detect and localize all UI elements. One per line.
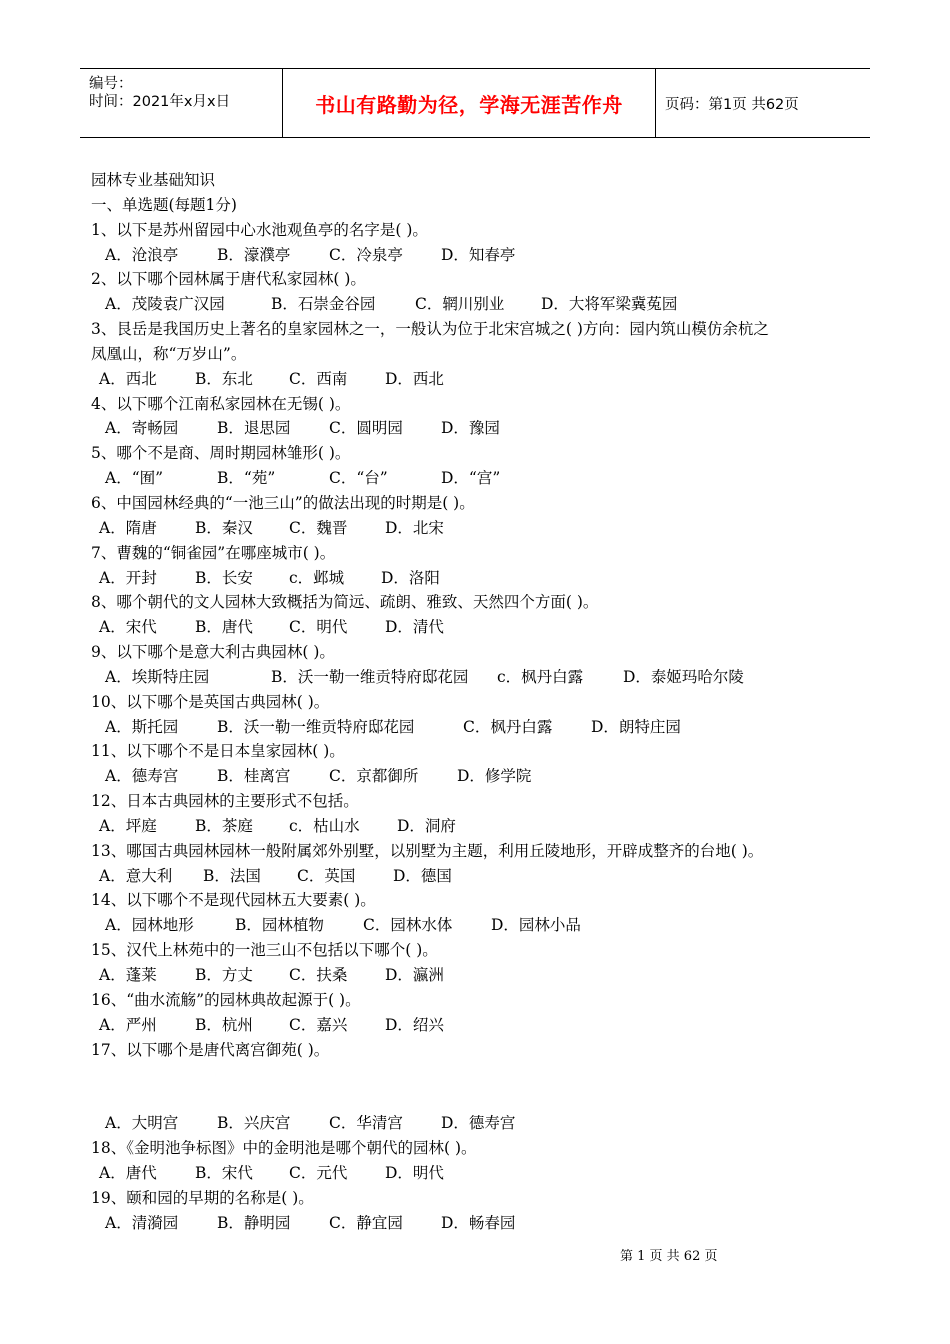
option-c: c．枫丹白露 — [497, 667, 584, 686]
option-b: B．石崇金谷园 — [271, 295, 376, 314]
question-list — [91, 218, 871, 1236]
question-text-continued: 凤凰山，称“万岁山”。 — [91, 344, 247, 363]
option-d: D．明代 — [385, 1164, 444, 1183]
options-row — [91, 292, 871, 317]
option-c: C．京都御所 — [329, 767, 419, 786]
option-a: A．“囿” — [105, 469, 164, 488]
question-block — [91, 789, 871, 839]
options-row — [91, 1211, 871, 1236]
option-d: D．园林小品 — [491, 916, 581, 935]
question-block — [91, 1136, 871, 1186]
option-c: C．扶桑 — [289, 966, 348, 984]
question-text: 16、“曲水流觞”的园林典故起源于( )。 — [91, 990, 361, 1009]
option-b: B．方丈 — [195, 966, 253, 984]
option-c: C．魏晋 — [289, 518, 348, 537]
option-d: D．德国 — [393, 866, 452, 885]
option-d: D．西北 — [385, 369, 444, 388]
option-b: B．宋代 — [195, 1164, 253, 1183]
option-c: C．园林水体 — [363, 916, 453, 935]
option-a: A．清漪园 — [105, 1213, 179, 1232]
option-a: A．西北 — [99, 369, 157, 388]
option-d: D．洛阳 — [381, 568, 440, 587]
header-motto-cell — [282, 69, 656, 137]
header-page-cell — [655, 69, 870, 137]
question-block — [91, 1186, 871, 1236]
question-text: 4、以下哪个江南私家园林在无锡( )。 — [91, 394, 351, 413]
option-d: D．德寿宫 — [441, 1114, 516, 1133]
option-c: C．枫丹白露 — [463, 717, 553, 736]
option-b: B．唐代 — [195, 618, 253, 637]
option-c: c．枯山水 — [289, 816, 360, 835]
option-b: B．法国 — [203, 866, 261, 885]
options-row — [91, 367, 871, 392]
number-label: 编号： — [89, 76, 133, 92]
question-text: 8、哪个朝代的文人园林大致概括为简远、疏朗、雅致、天然四个方面( )。 — [91, 593, 599, 612]
option-d: D．“宫” — [441, 469, 501, 488]
question-text: 14、以下哪个不是现代园林五大要素( )。 — [91, 891, 376, 910]
question-block — [91, 441, 871, 491]
question-text: 18、《金明池争标图》中的金明池是哪个朝代的园林( )。 — [91, 1139, 477, 1158]
option-b: B．东北 — [195, 369, 253, 388]
question-text: 7、曹魏的“铜雀园”在哪座城市( )。 — [91, 543, 336, 562]
question-block — [91, 938, 871, 988]
option-c: C．英国 — [297, 866, 356, 885]
options-row — [91, 715, 871, 740]
option-b: B．濠濮亭 — [217, 245, 291, 264]
option-a: A．大明宫 — [105, 1114, 179, 1133]
section-heading: 一、单选题(每题1分) — [91, 195, 237, 214]
time-label: 时间：2021年x月x日 — [89, 94, 231, 110]
option-c: C．明代 — [289, 618, 348, 637]
options-row — [91, 615, 871, 640]
option-a: A．严州 — [99, 1015, 157, 1034]
question-block — [91, 267, 871, 317]
options-row — [91, 913, 871, 938]
option-a: A．园林地形 — [105, 916, 194, 935]
options-row — [91, 1013, 871, 1038]
option-b: B．秦汉 — [195, 518, 253, 537]
option-d: D．修学院 — [457, 767, 532, 786]
question-block — [91, 839, 871, 889]
question-text: 19、颐和园的早期的名称是( )。 — [91, 1188, 314, 1207]
question-text: 13、哪国古典园林园林一般附属郊外别墅，以别墅为主题，利用丘陵地形，开辟成整齐的台地( )。 — [91, 841, 764, 860]
question-text: 10、以下哪个是英国古典园林( )。 — [91, 692, 330, 711]
question-text: 9、以下哪个是意大利古典园林( )。 — [91, 643, 335, 662]
option-a: A．埃斯特庄园 — [105, 667, 210, 686]
options-row — [91, 466, 871, 491]
option-a: A．蓬莱 — [99, 966, 157, 984]
question-text: 2、以下哪个园林属于唐代私家园林( )。 — [91, 270, 366, 289]
question-text: 11、以下哪个不是日本皇家园林( )。 — [91, 742, 345, 761]
option-b: B．退思园 — [217, 419, 291, 438]
option-a: A．隋唐 — [99, 518, 157, 537]
options-row — [91, 963, 871, 988]
options-row — [91, 864, 871, 889]
option-b: B．桂离宫 — [217, 767, 291, 786]
options-row — [91, 416, 871, 441]
option-a: A．开封 — [99, 568, 157, 587]
question-block — [91, 590, 871, 640]
question-block — [91, 888, 871, 938]
question-text: 15、汉代上林苑中的一池三山不包括以下哪个( )。 — [91, 941, 438, 960]
option-a: A．唐代 — [99, 1164, 157, 1183]
option-b: B．沃一勒一维贡特府邸花园 — [271, 667, 469, 686]
option-c: C．西南 — [289, 369, 348, 388]
question-block — [91, 218, 871, 268]
option-c: C．元代 — [289, 1164, 348, 1183]
question-block — [91, 541, 871, 591]
option-a: A．茂陵袁广汉园 — [105, 295, 225, 314]
question-block — [91, 640, 871, 690]
option-a: A．坪庭 — [99, 816, 157, 835]
option-c: C．嘉兴 — [289, 1015, 348, 1034]
question-block — [91, 690, 871, 740]
option-b: B．静明园 — [217, 1213, 291, 1232]
option-b: B．长安 — [195, 568, 253, 587]
option-a: A．德寿宫 — [105, 767, 179, 786]
option-c: C．辋川别业 — [415, 295, 505, 314]
option-b: B．茶庭 — [195, 816, 253, 835]
blank-gap — [91, 1062, 871, 1111]
doc-title: 园林专业基础知识 — [91, 171, 216, 189]
option-a: A．意大利 — [99, 866, 173, 885]
question-text: 12、日本古典园林的主要形式不包括。 — [91, 792, 359, 811]
page-label: 页码：第1页 共62页 — [665, 96, 799, 113]
question-block — [91, 392, 871, 442]
motto-text: 书山有路勤为径，学海无涯苦作舟 — [315, 92, 623, 117]
option-a: A．斯托园 — [105, 717, 179, 736]
option-d: D．泰姬玛哈尔陵 — [623, 667, 744, 686]
option-d: D．绍兴 — [385, 1015, 444, 1034]
option-d: D．洞府 — [397, 816, 456, 835]
question-text: 1、以下是苏州留园中心水池观鱼亭的名字是( )。 — [91, 220, 428, 239]
options-row — [91, 1161, 871, 1186]
header-left-cell — [80, 69, 282, 137]
option-d: D．大将军梁冀菟园 — [541, 295, 678, 314]
option-c: C．冷泉亭 — [329, 245, 403, 264]
question-block — [91, 491, 871, 541]
option-c: C．静宜园 — [329, 1213, 403, 1232]
option-a: A．沧浪亭 — [105, 245, 179, 264]
option-c: C．“台” — [329, 469, 388, 488]
options-row — [91, 665, 871, 690]
option-a: A．寄畅园 — [105, 419, 179, 438]
question-block — [91, 988, 871, 1038]
option-d: D．畅春园 — [441, 1213, 516, 1232]
option-b: B．沃一勒一维贡特府邸花园 — [217, 717, 415, 736]
option-d: D．瀛洲 — [385, 966, 444, 984]
option-d: D．知春亭 — [441, 245, 516, 264]
option-a: A．宋代 — [99, 618, 157, 637]
question-text: 6、中国园林经典的“一池三山”的做法出现的时期是( )。 — [91, 493, 475, 512]
option-c: c．邺城 — [289, 568, 345, 587]
question-block — [91, 1038, 871, 1137]
option-d: D．朗特庄园 — [591, 717, 681, 736]
document-body — [91, 168, 871, 1236]
option-d: D．北宋 — [385, 518, 444, 537]
page-footer: 第 1 页 共 62 页 — [620, 1249, 718, 1264]
option-b: B．园林植物 — [235, 916, 324, 935]
options-row — [91, 243, 871, 268]
option-b: B．“苑” — [217, 469, 276, 488]
question-text: 5、哪个不是商、周时期园林雏形( )。 — [91, 444, 351, 463]
options-row — [91, 516, 871, 541]
option-d: D．豫园 — [441, 419, 500, 438]
option-b: B．兴庆宫 — [217, 1114, 291, 1133]
options-row — [91, 764, 871, 789]
option-d: D．清代 — [385, 618, 444, 637]
question-block — [91, 317, 871, 392]
option-c: C．华清宫 — [329, 1114, 403, 1133]
option-b: B．杭州 — [195, 1015, 253, 1034]
question-text: 17、以下哪个是唐代离宫御苑( )。 — [91, 1040, 330, 1059]
question-block — [91, 739, 871, 789]
options-row — [91, 1111, 871, 1136]
options-row — [91, 566, 871, 591]
options-row — [91, 814, 871, 839]
page-header — [80, 68, 870, 138]
question-text: 3、艮岳是我国历史上著名的皇家园林之一，一般认为位于北宋宫城之( )方向：园内筑山模仿余杭之 — [91, 320, 769, 339]
option-c: C．圆明园 — [329, 419, 403, 438]
